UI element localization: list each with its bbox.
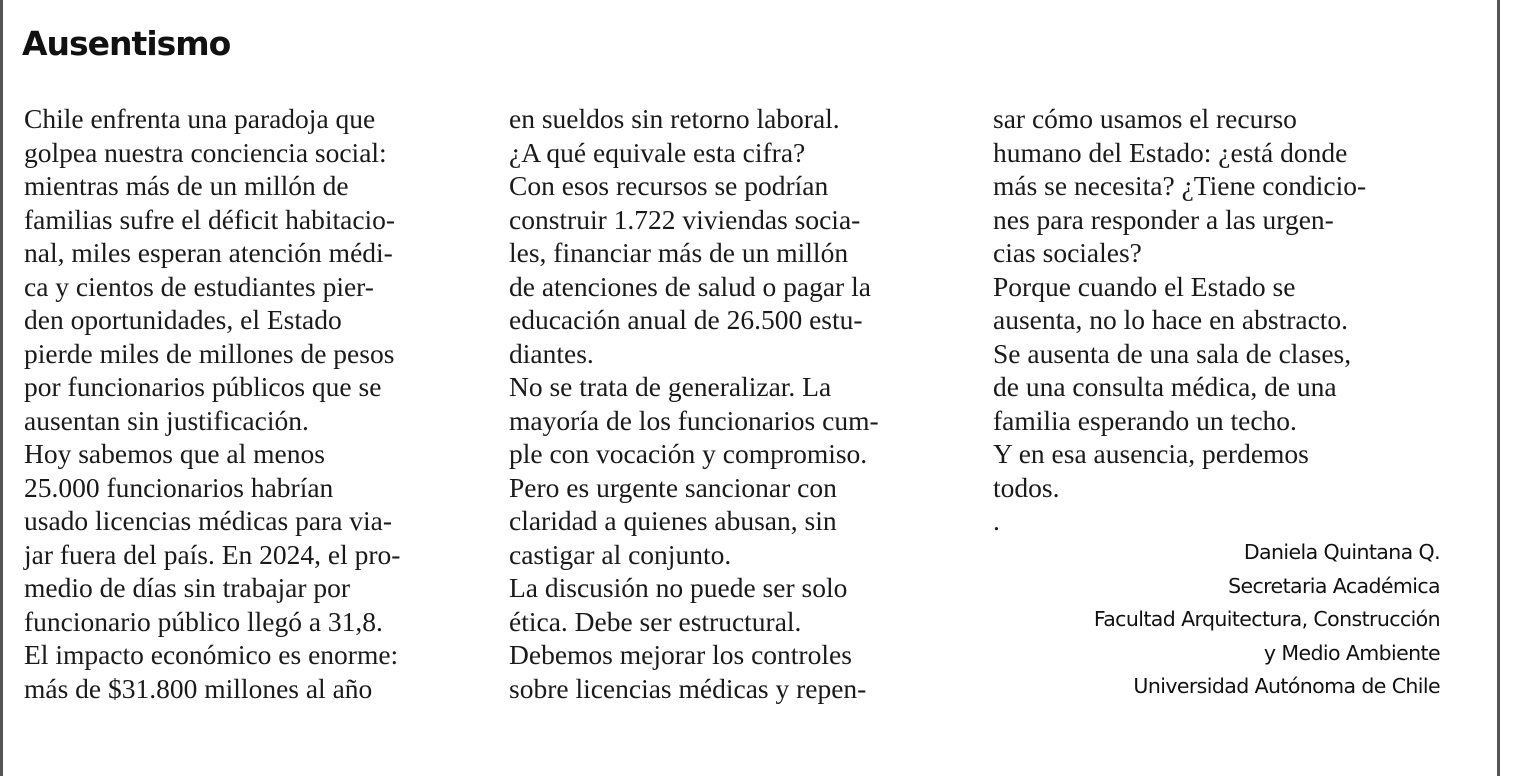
- text-line: familias sufre el déficit habitacio-: [24, 203, 396, 235]
- text-line: El impacto económico es enorme:: [24, 639, 399, 670]
- text-line: educación anual de 26.500 estu-: [509, 304, 863, 335]
- text-line: nes para responder a las urgen-: [993, 203, 1334, 235]
- text-line: funcionario público llegó a 31,8.: [24, 605, 383, 637]
- text-line: ausentan sin justificación.: [24, 404, 309, 436]
- text-line: todos.: [993, 471, 1060, 503]
- text-line: cias sociales?: [993, 237, 1142, 268]
- article-column-1: [24, 102, 400, 705]
- text-line: Chile enfrenta una paradoja que: [24, 103, 376, 134]
- text-line: ple con vocación y compromiso.: [509, 438, 868, 469]
- text-line: Debemos mejorar los controles: [509, 639, 852, 670]
- text-line: sar cómo usamos el recurso: [993, 103, 1297, 134]
- text-line: No se trata de generalizar. La: [509, 371, 832, 402]
- text-line: La discusión no puede ser solo: [509, 572, 848, 603]
- article-title: Ausentismo: [22, 24, 231, 63]
- text-line: pierde miles de millones de pesos: [24, 337, 395, 369]
- author-faculty-cont: y Medio Ambiente: [1263, 640, 1440, 665]
- text-line: usado licencias médicas para via-: [24, 505, 393, 536]
- text-line: de atenciones de salud o pagar la: [509, 270, 871, 302]
- author-faculty: Facultad Arquitectura, Construcción: [1093, 607, 1440, 631]
- text-line: Y en esa ausencia, perdemos: [993, 438, 1309, 469]
- text-line: ca y cientos de estudiantes pier-: [24, 270, 374, 302]
- text-line: sobre licencias médicas y repen-: [509, 672, 867, 704]
- text-line: de una consulta médica, de una: [993, 371, 1337, 402]
- text-line: Hoy sabemos que al menos: [24, 438, 325, 469]
- text-line: jar fuera del país. En 2024, el pro-: [24, 538, 401, 570]
- text-line: en sueldos sin retorno laboral.: [509, 103, 840, 134]
- text-line: más de $31.800 millones al año: [24, 672, 373, 704]
- text-line: ausenta, no lo hace en abstracto.: [993, 304, 1349, 335]
- text-line: por funcionarios públicos que se: [24, 371, 382, 402]
- text-line: Porque cuando el Estado se: [993, 270, 1296, 302]
- article-column-3: [993, 102, 1366, 538]
- text-line: diantes.: [509, 337, 594, 369]
- text-line: construir 1.722 viviendas socia-: [509, 203, 861, 235]
- author-university: Universidad Autónoma de Chile: [1133, 674, 1440, 698]
- text-line: claridad a quienes abusan, sin: [509, 505, 837, 536]
- text-line: castigar al conjunto.: [509, 538, 732, 570]
- text-line: 25.000 funcionarios habrían: [24, 471, 334, 503]
- text-line: Pero es urgente sancionar con: [509, 471, 837, 503]
- author-name: Daniela Quintana Q.: [1243, 540, 1440, 564]
- text-line: nal, miles esperan atención médi-: [24, 237, 393, 268]
- text-line: más se necesita? ¿Tiene condicio-: [993, 170, 1367, 201]
- author-role: Secretaria Académica: [1228, 573, 1440, 598]
- text-line: ética. Debe ser estructural.: [509, 605, 802, 637]
- text-line: Con esos recursos se podrían: [509, 170, 829, 201]
- text-line: familia esperando un techo.: [993, 404, 1297, 436]
- text-line: mayoría de los funcionarios cum-: [509, 404, 879, 436]
- text-line: mientras más de un millón de: [24, 170, 349, 201]
- author-signature: [1094, 536, 1440, 704]
- text-line: les, financiar más de un millón: [509, 237, 849, 268]
- text-line: medio de días sin trabajar por: [24, 572, 351, 603]
- article-column-2: [509, 102, 879, 705]
- text-line: humano del Estado: ¿está donde: [993, 136, 1348, 168]
- text-line: den oportunidades, el Estado: [24, 304, 342, 335]
- text-line: .: [993, 505, 1000, 536]
- text-line: Se ausenta de una sala de clases,: [993, 337, 1352, 369]
- text-line: golpea nuestra conciencia social:: [24, 136, 387, 168]
- text-line: ¿A qué equivale esta cifra?: [509, 136, 806, 168]
